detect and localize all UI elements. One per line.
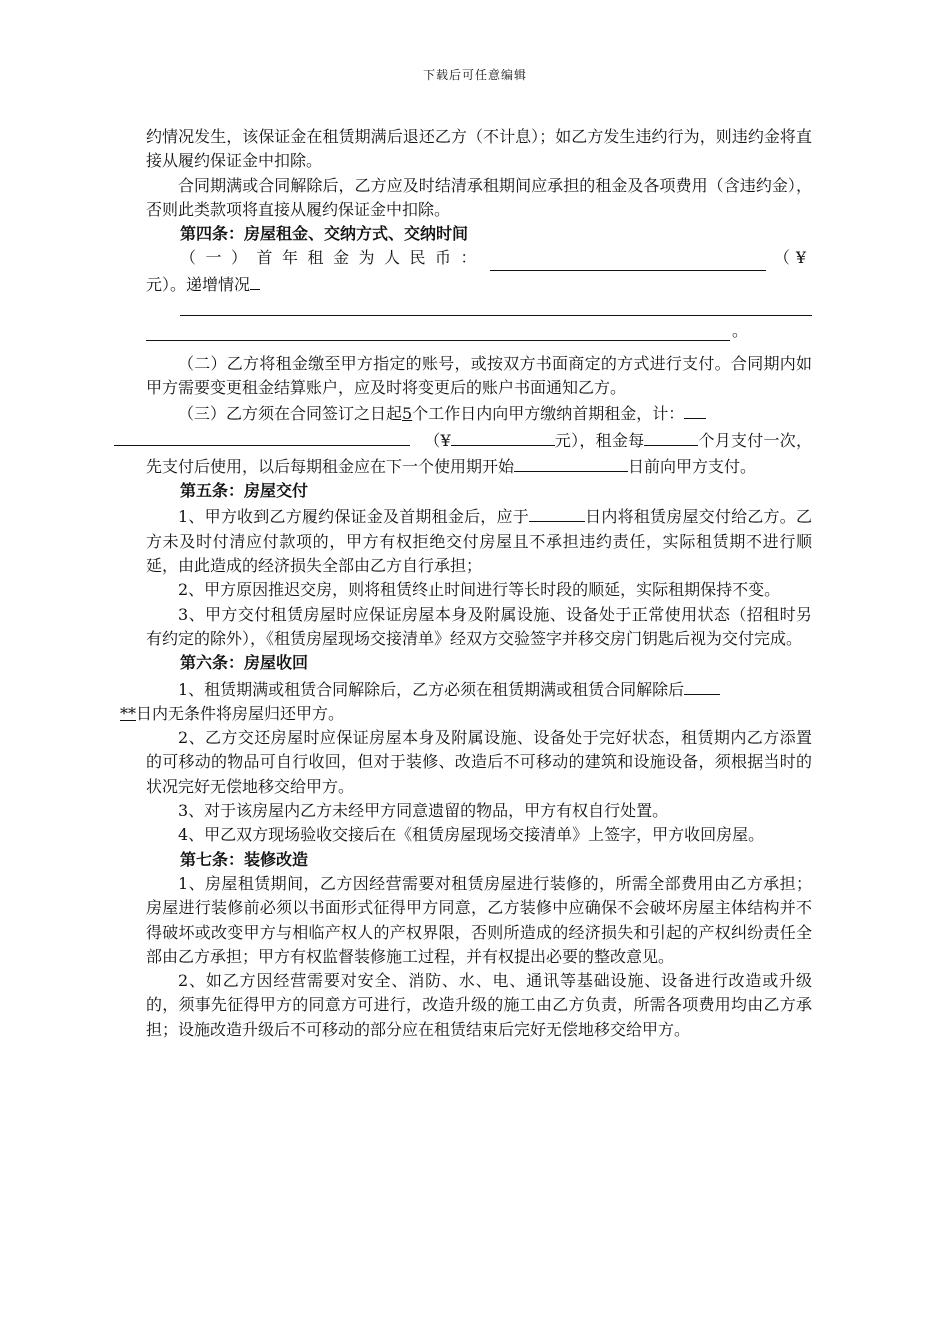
return-text-b: 日内无条件将房屋归还甲方。 [136,703,345,723]
section-heading-4: 第四条：房屋租金、交纳方式、交纳时间 [180,224,469,244]
return-text-a: 1、租赁期满或租赁合同解除后，乙方必须在租赁期满或租赁合同解除后 [178,679,685,699]
increase-blank-line-end[interactable] [146,321,812,345]
return-days-blank[interactable] [684,676,720,695]
paragraph: 2、乙方交还房屋时应保证房屋本身及附属设施、设备处于完好状态，租赁期内乙方添置的可移动的物品可自行收回，但对于装修、改造后不可移动的建筑和设施设备，须根据当时的状况完好无偿地移交给甲方。 [146,728,812,796]
rent-amount-line [146,246,812,270]
paragraph: 2、如乙方因经营需要对安全、消防、水、电、通讯等基础设施、设备进行改造或升级的，须事先征得甲方的同意方可进行，改造升级的施工由乙方负责，所需各项费用均由乙方承担；设施改造升级后不可移动的部分应在租赁结束后完好无偿地移交给甲方。 [146,971,812,1039]
increase-label: 元）。递增情况 [146,274,251,294]
delivery-text-b: 日内将租赁房屋交付给乙方。乙方未及时付清应付款项的，甲方有权拒绝交付房屋且不承担违约责任，实际租赁期不进行顺延，由此造成的经济损失全部由乙方自行承担； [146,507,812,576]
payment-text-e: 个月支付一次，先支付后使用，以后每期租金应在下一个使用期开始 [146,430,812,476]
payment-text-b: 个工作日内向甲方缴纳首期租金，计： [412,404,685,424]
paragraph [146,400,812,479]
payment-text-f: 日前向甲方支付。 [628,456,757,476]
payment-amount-blank-2[interactable] [114,427,410,446]
paragraph: 3、对于该房屋内乙方未经甲方同意遗留的物品，甲方有权自行处置。 [178,801,669,821]
section-heading-5: 第五条：房屋交付 [180,481,309,501]
rent-label: （一）首年租金为人民币： [180,248,487,268]
paragraph: 1、房屋租赁期间，乙方因经营需要对租赁房屋进行装修的，所需全部费用由乙方承担；房屋进行装修前必须以书面形式征得甲方同意，乙方装修中应确保不会破坏房屋主体结构并不得破坏或改变甲方与相临产权人的产权界限，否则所造成的经济损失和引起的产权纠纷责任全部由乙方承担；甲方有权监督装修施工过程，并有权提出必要的整改意见。 [146,873,812,966]
payment-text-d: 元），租金每 [554,430,645,450]
payment-days: 5 [402,404,413,424]
paragraph: 约情况发生，该保证金在租赁期满后退还乙方（不计息）；如乙方发生违约行为，则违约金将直接从履约保证金中扣除。 [146,127,812,171]
return-days-value: ** [120,703,136,723]
rent-yen-label: （¥ [773,248,812,268]
payment-start-blank[interactable] [514,453,628,472]
delivery-days-blank[interactable] [529,503,585,522]
document-body [120,125,812,1042]
payment-yen-blank[interactable] [451,427,555,446]
section-heading-7: 第七条：装修改造 [180,849,309,869]
paragraph: 合同期满或合同解除后，乙方应及时结清承租期间应承担的租金及各项费用（含违约金），否则此类款项将直接从履约保证金中扣除。 [146,175,812,219]
paragraph: （二）乙方将租金缴至甲方指定的账号，或按双方书面商定的方式进行支付。合同期内如甲方需要变更租金结算账户，应及时将变更后的账户书面通知乙方。 [146,353,812,397]
rent-amount-blank[interactable] [490,252,766,271]
paragraph [146,271,812,297]
paragraph [120,676,812,727]
paragraph: 4、甲乙双方现场验收交接后在《租赁房屋现场交接清单》上签字，甲方收回房屋。 [178,825,765,845]
payment-yen-label: （¥ [424,430,451,450]
delivery-text-a: 1、甲方收到乙方履约保证金及首期租金后，应于 [178,507,529,527]
period: 。 [732,321,749,341]
paragraph: 2、甲方原因推迟交房，则将租赁终止时间进行等长时段的顺延，实际租期保持不变。 [178,580,781,600]
paragraph: 3、甲方交付租赁房屋时应保证房屋本身及附属设施、设备处于正常使用状态（招租时另有约定的除外），《租赁房屋现场交接清单》经双方交验签字并移交房门钥匙后视为交付完成。 [146,604,812,648]
payment-text-a: （三）乙方须在合同签订之日起 [178,404,403,424]
page-header: 下载后可任意编辑 [422,68,527,82]
section-heading-6: 第六条：房屋收回 [180,653,309,673]
paragraph [146,503,812,578]
payment-months-blank[interactable] [644,427,698,446]
increase-blank[interactable] [250,271,260,290]
increase-blank-line[interactable] [146,297,812,321]
payment-amount-blank[interactable] [684,400,706,419]
